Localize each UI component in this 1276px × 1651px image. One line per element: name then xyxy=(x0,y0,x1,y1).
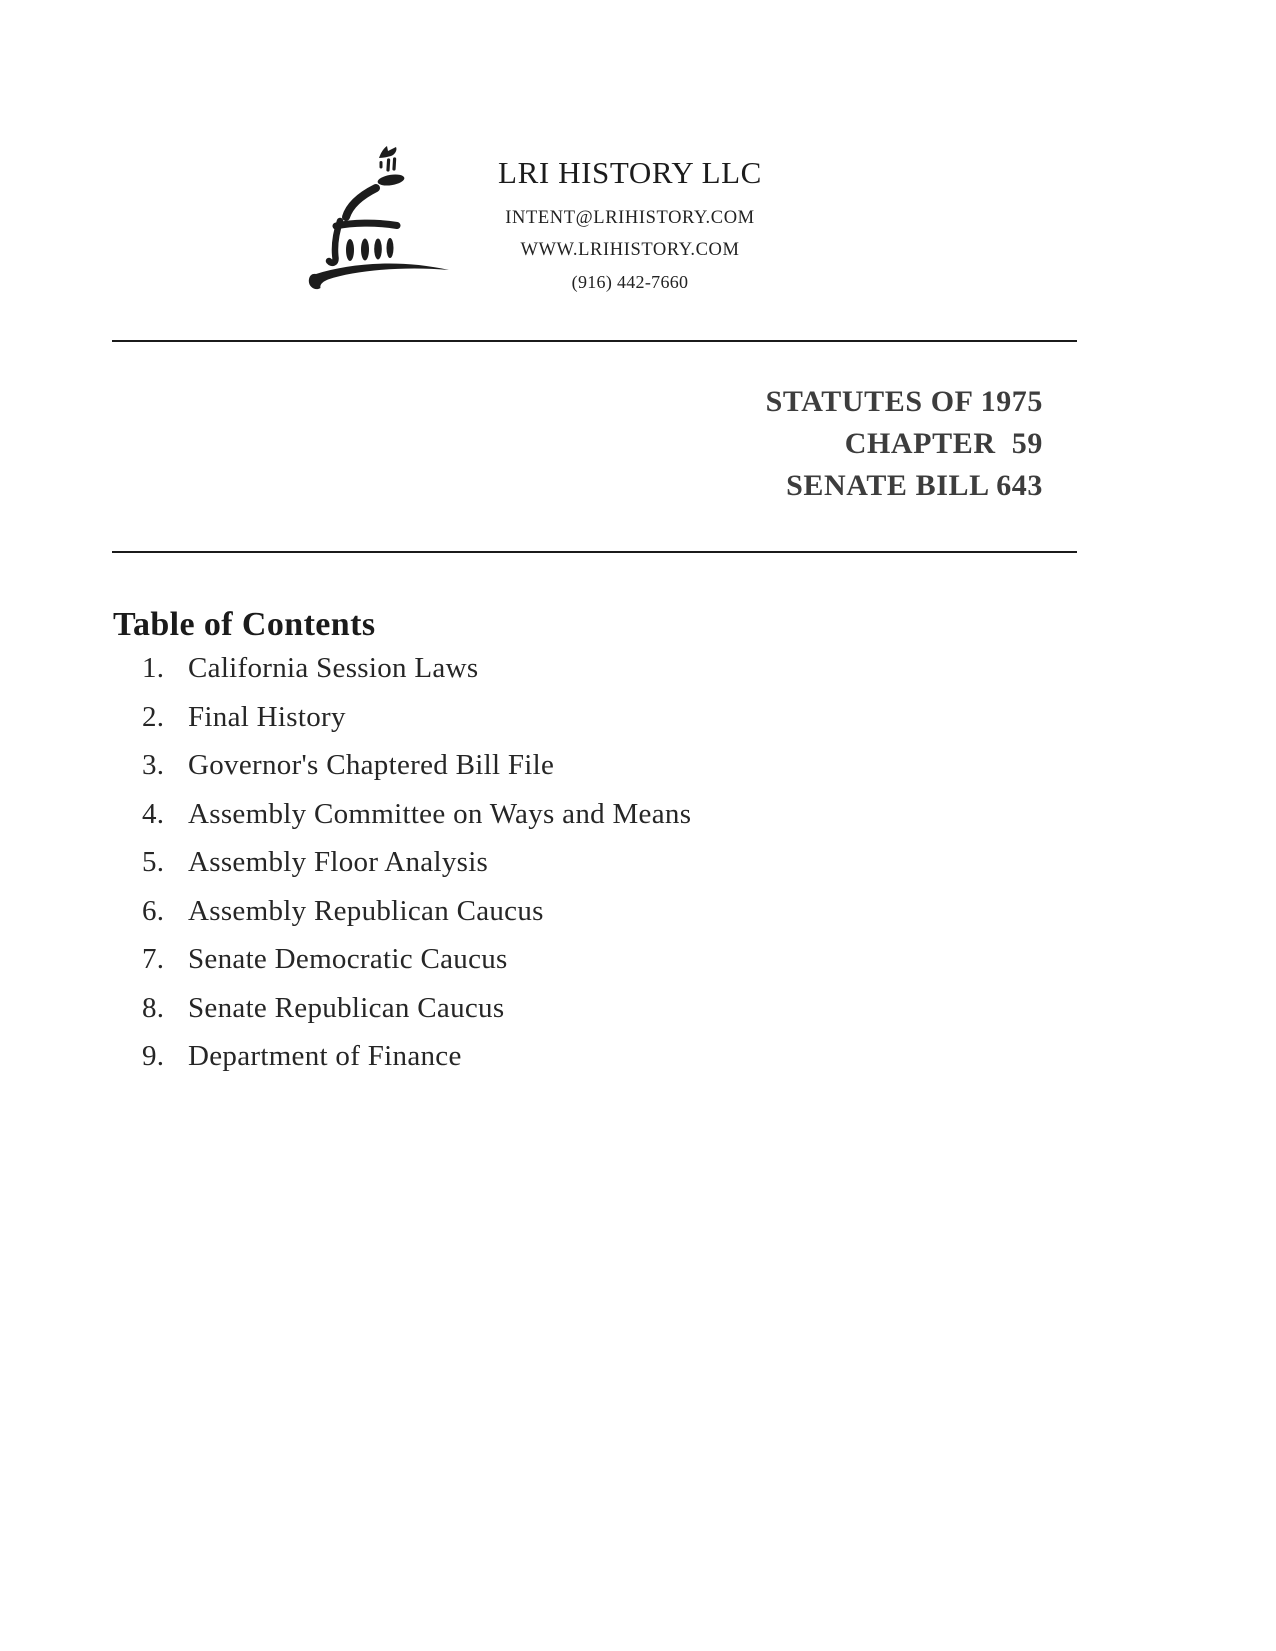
email-address: INTENT@LRIHISTORY.COM xyxy=(505,208,755,228)
senate-bill-line: SENATE BILL 643 xyxy=(786,469,1043,502)
toc-item xyxy=(142,993,1042,1023)
toc-item-label: California Session Laws xyxy=(188,652,479,684)
toc-item-number: 4. xyxy=(142,797,165,830)
divider-top xyxy=(112,340,1077,342)
toc-item xyxy=(142,1041,1042,1071)
toc-item xyxy=(142,653,1042,683)
toc-item-number: 2. xyxy=(142,700,165,733)
toc-item-number: 8. xyxy=(142,991,165,1024)
toc-item xyxy=(142,799,1042,829)
toc-item-label: Senate Democratic Caucus xyxy=(188,943,508,975)
letterhead xyxy=(430,156,830,292)
toc-item-number: 5. xyxy=(142,846,165,878)
toc-item-number: 7. xyxy=(142,943,165,975)
toc-item xyxy=(142,944,1042,974)
toc-item-label: Final History xyxy=(188,700,346,733)
toc-item-label: Governor's Chaptered Bill File xyxy=(188,749,555,781)
toc-item-number: 1. xyxy=(142,652,165,684)
case-header xyxy=(766,381,1043,507)
toc-item xyxy=(142,896,1042,926)
toc-list xyxy=(142,653,1042,1090)
toc-item-label: Senate Republican Caucus xyxy=(188,991,505,1024)
phone-number: (916) 442-7660 xyxy=(571,272,689,292)
statutes-year-line: STATUTES OF 1975 xyxy=(765,385,1043,418)
toc-item xyxy=(142,750,1042,780)
website-url: WWW.LRIHISTORY.COM xyxy=(520,240,740,260)
toc-item-number: 9. xyxy=(142,1040,165,1072)
toc-item xyxy=(142,847,1042,877)
company-name: LRI HISTORY LLC xyxy=(498,155,762,190)
toc-item-label: Assembly Floor Analysis xyxy=(188,846,489,878)
toc-item-label: Assembly Republican Caucus xyxy=(188,894,544,927)
toc-item-number: 6. xyxy=(142,894,165,927)
chapter-line: CHAPTER 59 xyxy=(844,427,1043,460)
toc-item-number: 3. xyxy=(142,749,165,781)
toc-item-label: Department of Finance xyxy=(188,1040,462,1072)
capitol-dome-logo-icon xyxy=(290,124,452,294)
toc-heading: Table of Contents xyxy=(113,605,376,643)
toc-item-label: Assembly Committee on Ways and Means xyxy=(188,797,692,830)
divider-bottom xyxy=(112,551,1077,553)
toc-item xyxy=(142,702,1042,732)
